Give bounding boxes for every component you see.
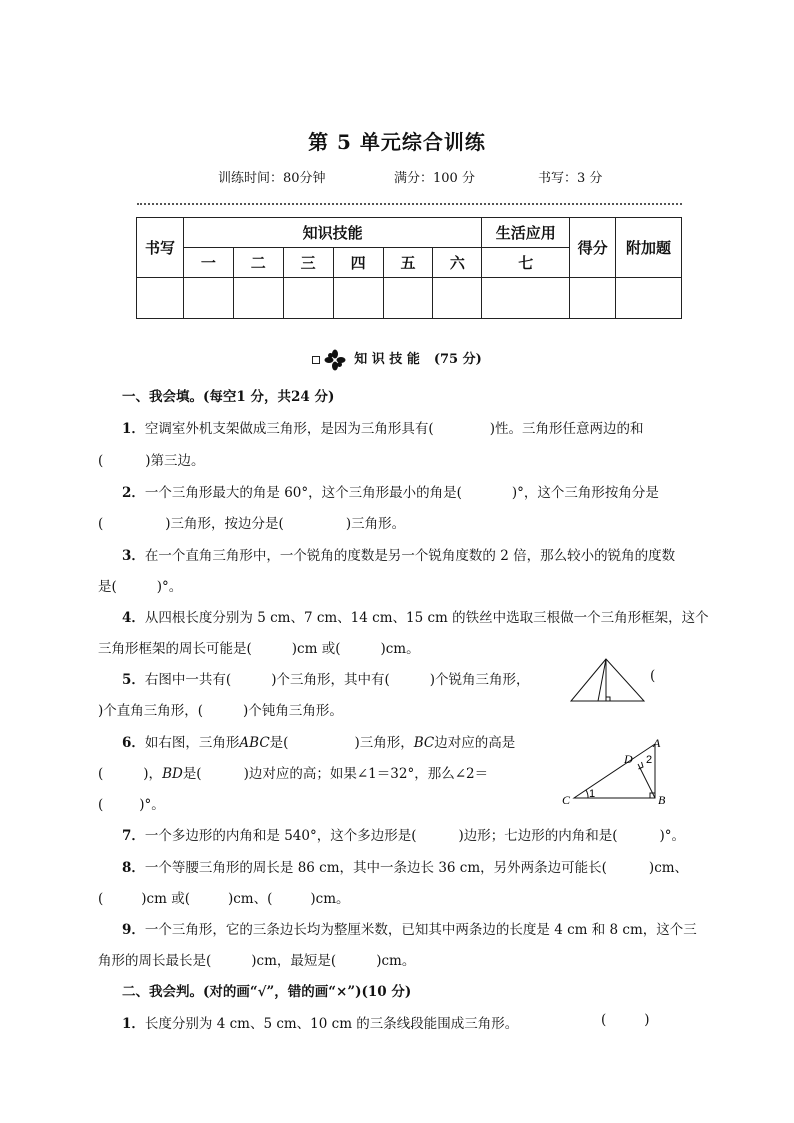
- q1-line2: ( )第三边。: [98, 453, 205, 469]
- q3-line2: 是( )°。: [98, 579, 183, 595]
- q6-line2: ( )，BD是( )边对应的高；如果∠1＝32°，那么∠2＝: [98, 766, 489, 782]
- col-knowledge: 知识技能: [183, 218, 481, 248]
- col-num-1: 一: [183, 248, 233, 278]
- section-title: 知 识 技 能: [354, 352, 420, 367]
- q6-line3: ( )°。: [98, 797, 165, 813]
- page-title: 第 5 单元综合训练: [308, 130, 486, 154]
- col-bonus: 附加题: [616, 218, 682, 278]
- q5-line2: )个直角三角形，( )个钝角三角形。: [98, 703, 343, 719]
- q4-line1: 4．从四根长度分别为 5 cm、7 cm、14 cm、15 cm 的铁丝中选取三根做一个三角形框架，这个: [122, 610, 709, 626]
- q8-line2: ( )cm 或( )cm、( )cm。: [98, 891, 350, 907]
- col-num-7: 七: [482, 248, 570, 278]
- time-info: 训练时间：80分钟: [218, 171, 326, 186]
- part2-heading: 二、我会判。(对的画“√”，错的画“×”)(10 分): [122, 984, 412, 1000]
- q4-line2: 三角形框架的周长可能是( )cm 或( )cm。: [98, 641, 420, 657]
- q3-line1: 3．在一个直角三角形中，一个锐角的度数是另一个锐角度数的 2 倍，那么较小的锐角的度数: [122, 548, 676, 564]
- q1-line1: 1．空调室外机支架做成三角形，是因为三角形具有( )性。三角形任意两边的和: [122, 421, 644, 437]
- q2-line1: 2．一个三角形最大的角是 60°，这个三角形最小的角是( )°，这个三角形按角分是: [122, 485, 659, 501]
- angle-2-label: 2: [646, 754, 653, 766]
- section-points: (75 分): [433, 352, 482, 367]
- col-num-5: 五: [383, 248, 433, 278]
- p2-q1-line: 1．长度分别为 4 cm、5 cm、10 cm 的三条线段能围成三角形。: [122, 1016, 519, 1032]
- dotted-divider: [137, 203, 682, 205]
- col-num-3: 三: [283, 248, 333, 278]
- flower-icon: [324, 349, 346, 371]
- label-c: C: [562, 793, 571, 807]
- col-life: 生活应用: [482, 218, 570, 248]
- q7-line: 7．一个多边形的内角和是 540°，这个多边形是( )边形；七边形的内角和是( )°。: [122, 828, 686, 844]
- square-icon: [312, 356, 320, 364]
- col-num-4: 四: [333, 248, 383, 278]
- col-num-2: 二: [233, 248, 283, 278]
- score-table: [136, 217, 682, 319]
- label-b: B: [658, 793, 666, 807]
- q2-line2: ( )三角形，按边分是( )三角形。: [98, 516, 406, 532]
- angle-1-label: 1: [589, 788, 596, 800]
- label-a: A: [653, 736, 661, 750]
- full-score-info: 满分：100 分: [394, 171, 475, 186]
- label-d: D: [624, 752, 633, 766]
- q9-line1: 9．一个三角形，它的三条边长均为整厘米数，已知其中两条边的长度是 4 cm 和 8 cm，这个三: [122, 922, 697, 938]
- part1-heading: 一、我会填。(每空1 分，共24 分): [122, 389, 335, 405]
- q5-paren: (: [650, 668, 656, 684]
- section-heading: [0, 348, 794, 371]
- q5-triangle-figure: [568, 657, 648, 707]
- q5-line1: 5．右图中一共有( )个三角形，其中有( )个锐角三角形，: [122, 672, 530, 688]
- p2-q1-answer-paren: ( ): [601, 1012, 650, 1028]
- col-num-6: 六: [433, 248, 482, 278]
- q9-line2: 角形的周长最长是( )cm，最短是( )cm。: [98, 953, 416, 969]
- writing-score-info: 书写：3 分: [538, 171, 603, 186]
- q6-triangle-figure: [556, 734, 676, 810]
- q8-line1: 8．一个等腰三角形的周长是 86 cm，其中一条边长 36 cm，另外两条边可能长( )cm、: [122, 860, 689, 876]
- col-writing: 书写: [137, 218, 184, 278]
- col-score: 得分: [570, 218, 616, 278]
- q6-line1: 6．如右图，三角形ABC是( )三角形，BC边对应的高是: [122, 735, 516, 751]
